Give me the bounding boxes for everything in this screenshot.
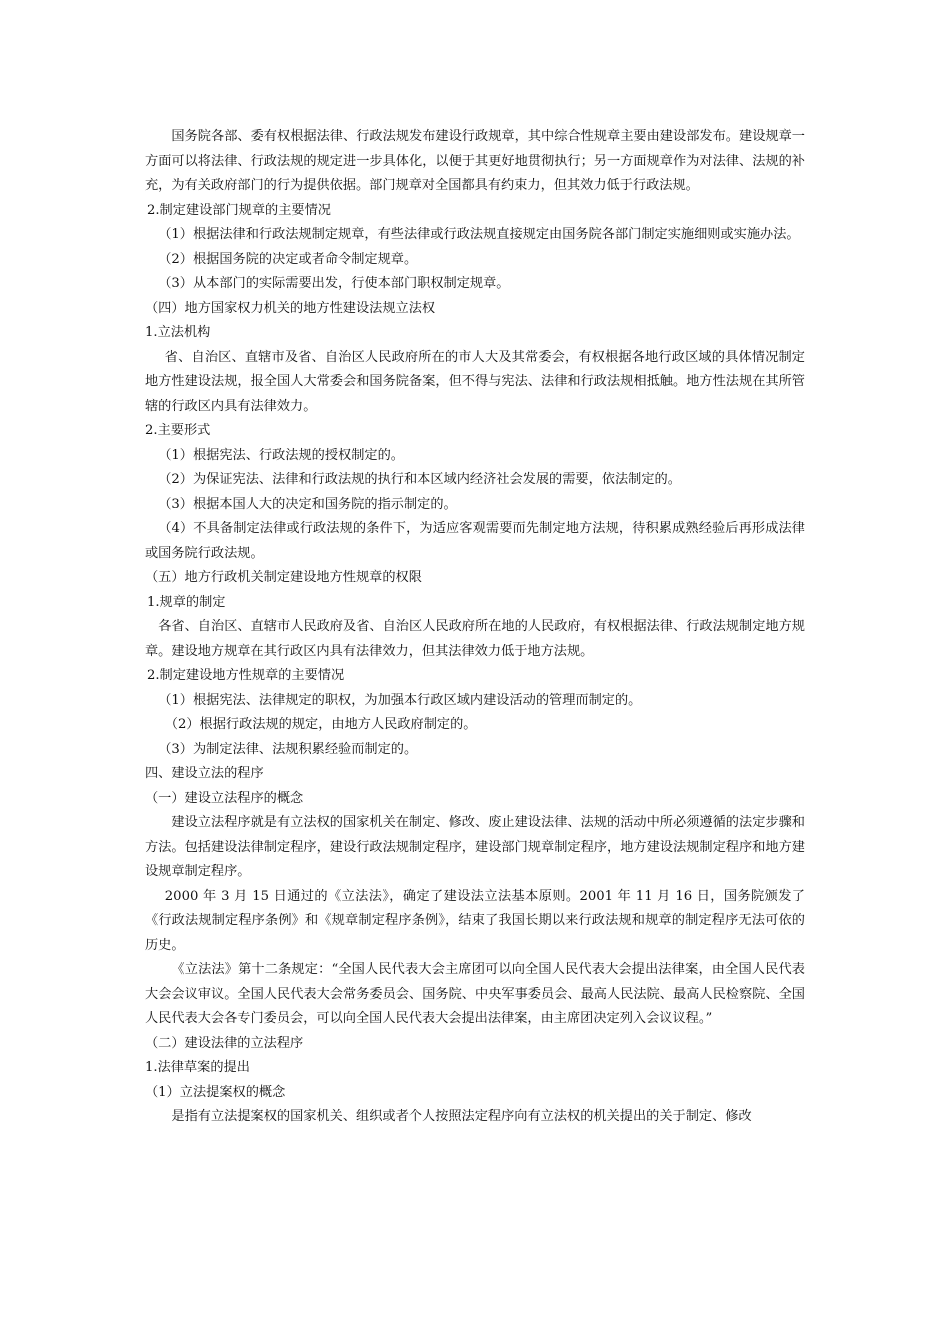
subheading-local-rules-situations: 2.制定建设地方性规章的主要情况 — [146, 668, 345, 683]
subheading-draft-proposal: 1.法律草案的提出 — [145, 1060, 250, 1075]
list-item: （1）根据法律和行政法规制定规章，有些法律或行政法规直接规定由国务院各部门制定实施细则或实施办法。 — [158, 227, 800, 242]
paragraph-rule-making: 各省、自治区、直辖市人民政府及省、自治区人民政府所在地的人民政府，有权根据法律、行政法规制定地方规章。建设地方规章在其行政区内具有法律效力，但其法律效力低于地方法规。 — [145, 619, 805, 659]
paragraph-proposal-right: 是指有立法提案权的国家机关、组织或者个人按照法定程序向有立法权的机关提出的关于制定、修改 — [171, 1109, 752, 1124]
paragraph-legislation-law: 2000 年 3 月 15 日通过的《立法法》，确定了建设法立法基本原则。2001 年 11 月 16 日，国务院颁发了《行政法规制定程序条例》和《规章制定程序条例》，结束了我国长期以来行政法规和规章的制定程序无法可依的历史。 — [145, 888, 805, 953]
list-item: （3）为制定法律、法规积累经验而制定的。 — [158, 741, 418, 757]
paragraph-procedure-concept: 建设立法程序就是有立法权的国家机关在制定、修改、废止建设法律、法规的活动中所必须遵循的法定步骤和方法。包括建设法律制定程序，建设行政法规制定程序，建设部门规章制定程序，地方建设法规制定程序和地方建设规章制定程序。 — [145, 815, 805, 879]
section-heading-local-legislature: （四）地方国家权力机关的地方性建设法规立法权 — [145, 300, 436, 316]
subheading-law-procedure: （二）建设法律的立法程序 — [145, 1035, 304, 1051]
subheading-procedure-concept: （一）建设立法程序的概念 — [145, 790, 304, 806]
subheading-main-forms: 2.主要形式 — [145, 423, 211, 438]
list-item: （2）根据国务院的决定或者命令制定规章。 — [158, 251, 418, 267]
paragraph-article-twelve: 《立法法》第十二条规定：“全国人民代表大会主席团可以向全国人民代表大会提出法律案，由全国人民代表大会会议审议。全国人民代表大会常务委员会、国务院、中央军事委员会、最高人民法院、最高人民检察院、全国人民代表大会各专门委员会，可以向全国人民代表大会提出法律案，由主席团决定列入会议议程。” — [145, 962, 805, 1026]
subheading-legislative-body: 1.立法机构 — [145, 325, 211, 340]
list-item: （3）从本部门的实际需要出发，行使本部门职权制定规章。 — [158, 276, 510, 291]
document-page — [145, 125, 805, 1130]
section-heading-legislative-procedure: 四、建设立法的程序 — [145, 766, 264, 781]
heading-ministry-rules-situations: 2.制定建设部门规章的主要情况 — [146, 202, 331, 218]
paragraph-legislative-body: 省、自治区、直辖市及省、自治区人民政府所在的市人大及其常委会，有权根据各地行政区域的具体情况制定地方性建设法规，报全国人大常委会和国务院备案，但不得与宪法、法律和行政法规相抵触。地方性法规在其所管辖的行政区内具有法律效力。 — [145, 349, 805, 414]
list-item: （1）根据宪法、行政法规的授权制定的。 — [158, 447, 404, 463]
list-item: （2）根据行政法规的规定，由地方人民政府制定的。 — [164, 717, 477, 732]
list-item: （4）不具备制定法律或行政法规的条件下，为适应客观需要而先制定地方法规，待积累成熟经验后再形成法律或国务院行政法规。 — [145, 521, 805, 561]
list-item: （2）为保证宪法、法律和行政法规的执行和本区域内经济社会发展的需要，依法制定的。 — [158, 472, 681, 487]
paragraph-ministry-rules: 国务院各部、委有权根据法律、行政法规发布建设行政规章，其中综合性规章主要由建设部发布。建设规章一方面可以将法律、行政法规的规定进一步具体化，以便于其更好地贯彻执行；另一方面规章作为对法律、法规的补充，为有关政府部门的行为提供依据。部门规章对全国都具有约束力，但其效力低于行政法规。 — [145, 129, 805, 193]
subheading-proposal-right-concept: （1）立法提案权的概念 — [145, 1084, 286, 1100]
list-item: （3）根据本国人大的决定和国务院的指示制定的。 — [158, 496, 457, 512]
subheading-rule-making: 1.规章的制定 — [146, 594, 226, 610]
section-heading-local-admin-rules: （五）地方行政机关制定建设地方性规章的权限 — [145, 570, 422, 585]
list-item: （1）根据宪法、法律规定的职权，为加强本行政区域内建设活动的管理而制定的。 — [158, 692, 642, 708]
